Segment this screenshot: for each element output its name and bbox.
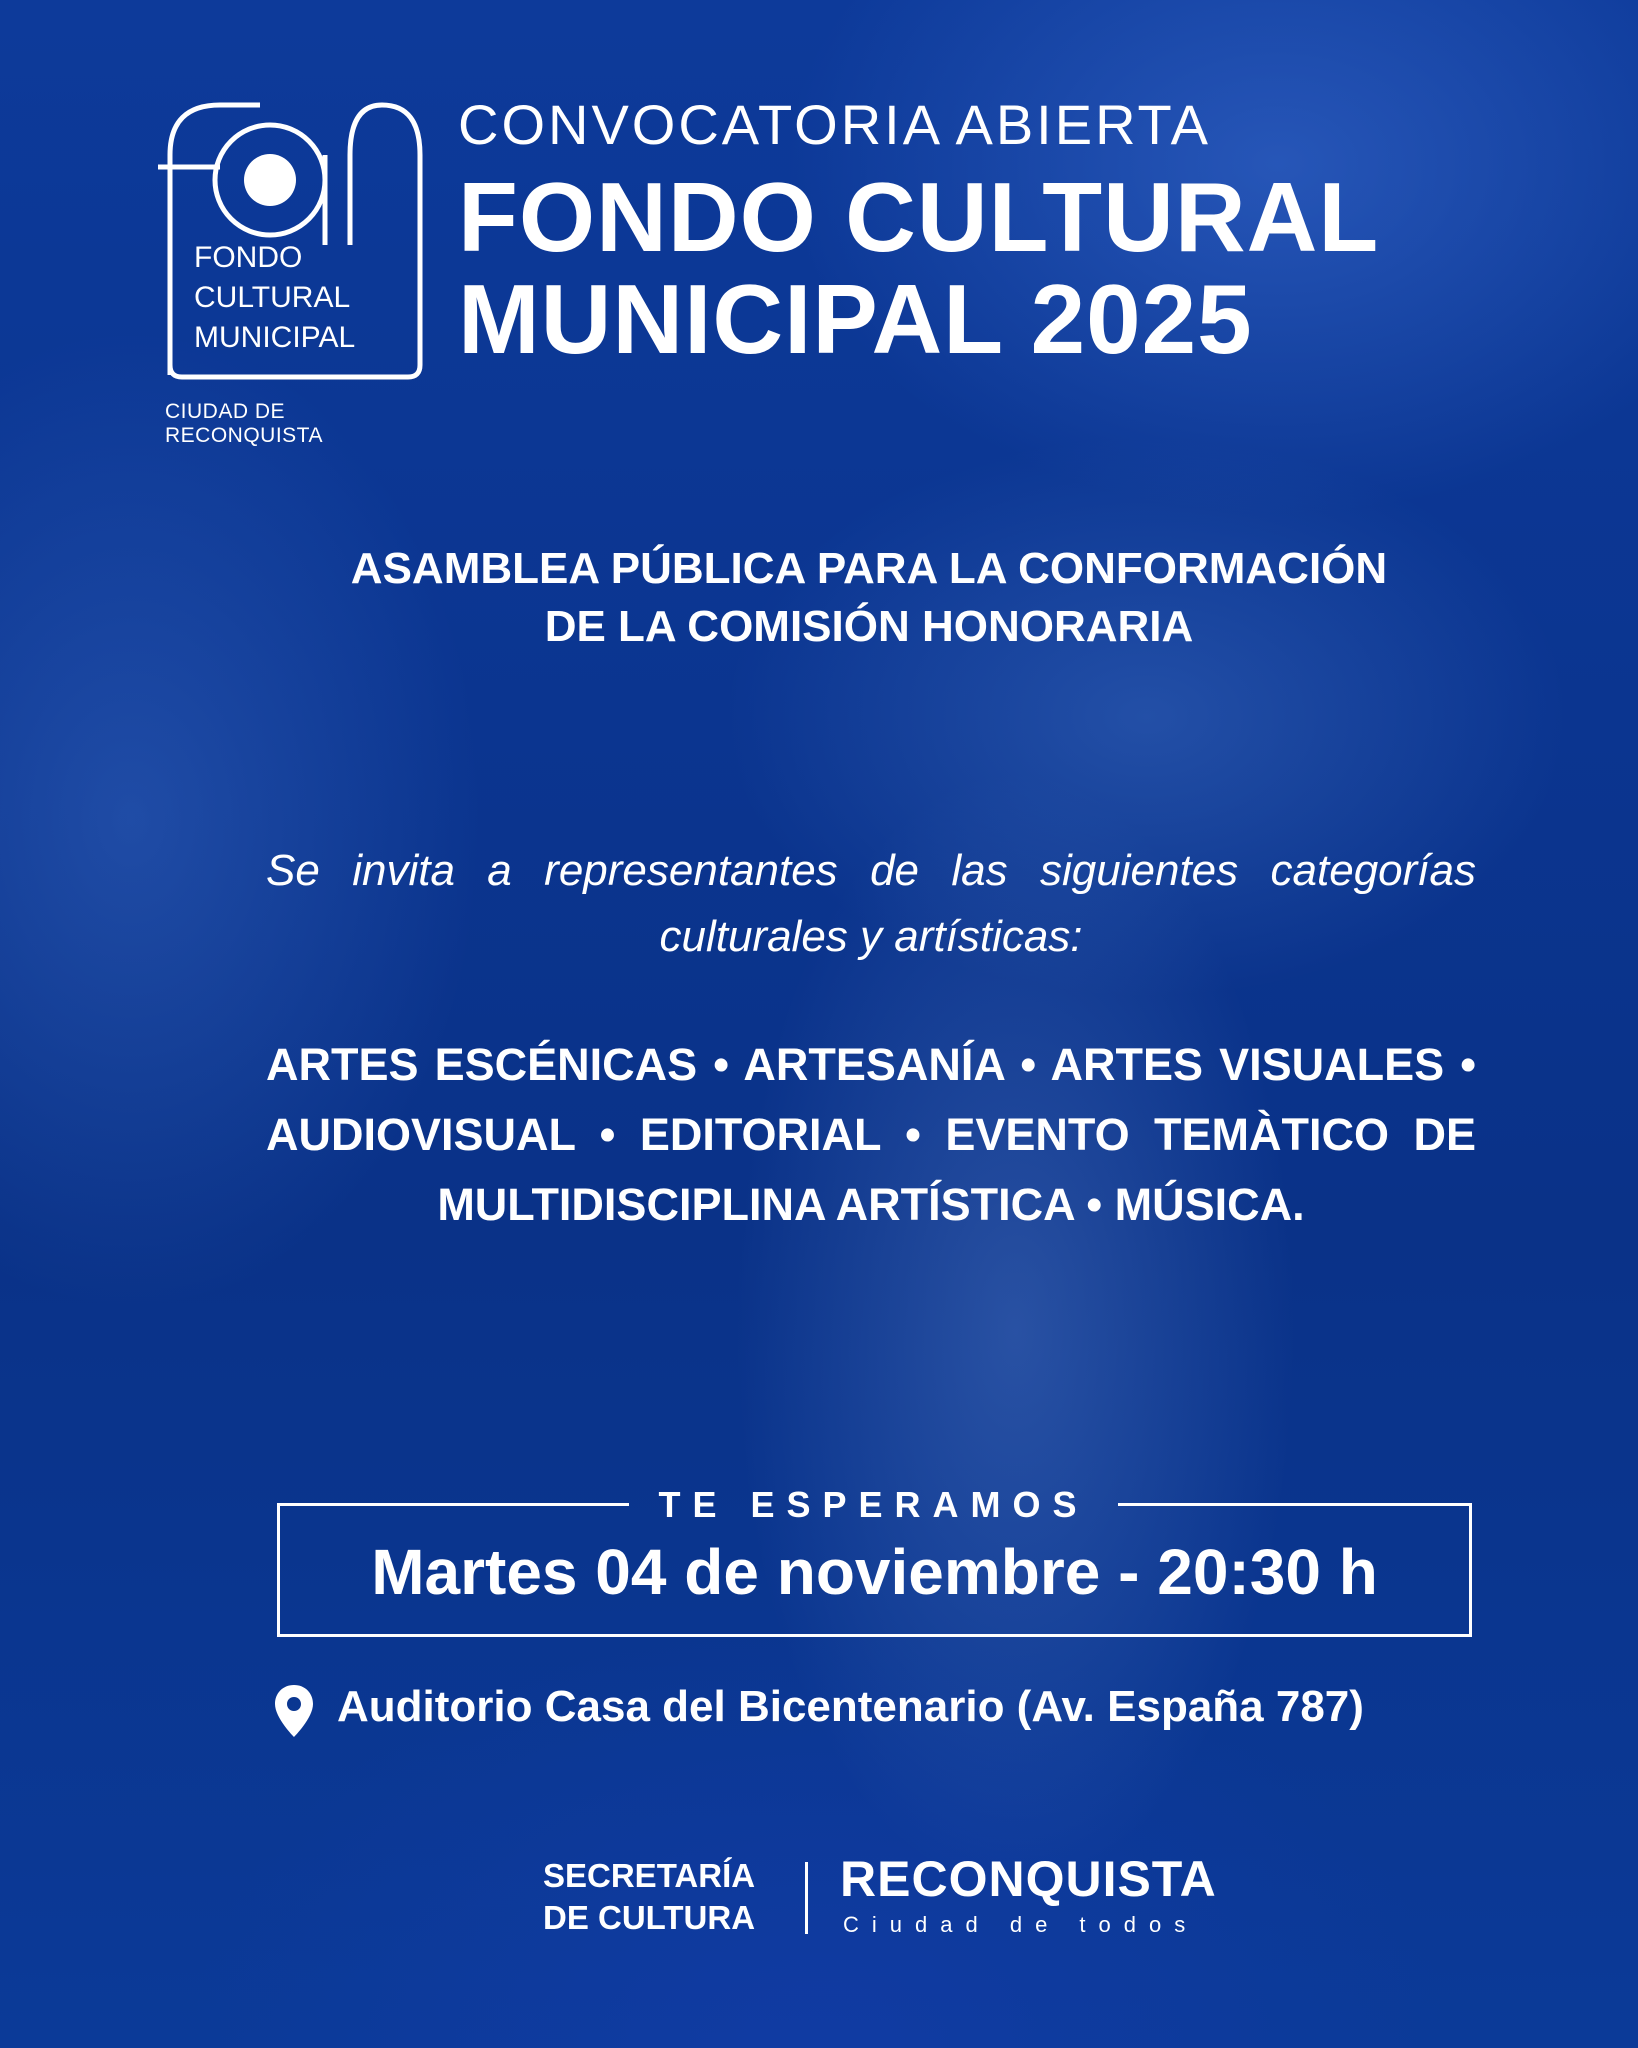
- logo-line-1: FONDO: [194, 241, 303, 274]
- header-kicker: CONVOCATORIA ABIERTA: [458, 93, 1211, 156]
- assembly-line-1: ASAMBLEA PÚBLICA PARA LA CONFORMACIÓN: [350, 544, 1388, 593]
- reconquista-tagline: Ciudad de todos: [843, 1912, 1199, 1937]
- reconquista-brand: RECONQUISTA: [840, 1851, 1217, 1907]
- logo-tagline: CIUDAD DE RECONQUISTA: [165, 400, 323, 447]
- secretaria-line-1: SECRETARÍA: [543, 1857, 756, 1894]
- logo-line-2: CULTURAL: [194, 281, 351, 314]
- secretaria-line-2: DE CULTURA: [543, 1899, 756, 1936]
- logo-line-3: MUNICIPAL: [194, 321, 356, 354]
- secretaria-logo: [543, 1855, 755, 1939]
- invite-text: Se invita a representantes de las siguientes categorías culturales y artísticas:: [266, 846, 1476, 961]
- page-title-line-2: MUNICIPAL 2025: [458, 264, 1253, 374]
- footer-divider: [805, 1862, 808, 1934]
- date-box-top-left-border: [277, 1503, 629, 1506]
- assembly-heading: [200, 540, 1538, 656]
- categories-list: ARTES ESCÉNICAS • ARTESANÍA • ARTES VISUALES • AUDIOVISUAL • EDITORIAL • EVENTO TEMÀTICO DE MULTIDISCIPLINA ARTÍSTICA • MÚSICA.: [266, 1039, 1476, 1230]
- fondo-cultural-logo: [150, 95, 440, 430]
- page-title-line-1: FONDO CULTURAL: [458, 162, 1380, 272]
- date-box-top-right-border: [1118, 1503, 1472, 1506]
- location-pin-icon: [273, 1683, 315, 1739]
- event-label: TE ESPERAMOS: [658, 1484, 1089, 1525]
- assembly-line-2: DE LA COMISIÓN HONORARIA: [544, 602, 1194, 651]
- event-location: Auditorio Casa del Bicentenario (Av. España 787): [337, 1682, 1364, 1731]
- event-datetime: Martes 04 de noviembre - 20:30 h: [371, 1536, 1378, 1608]
